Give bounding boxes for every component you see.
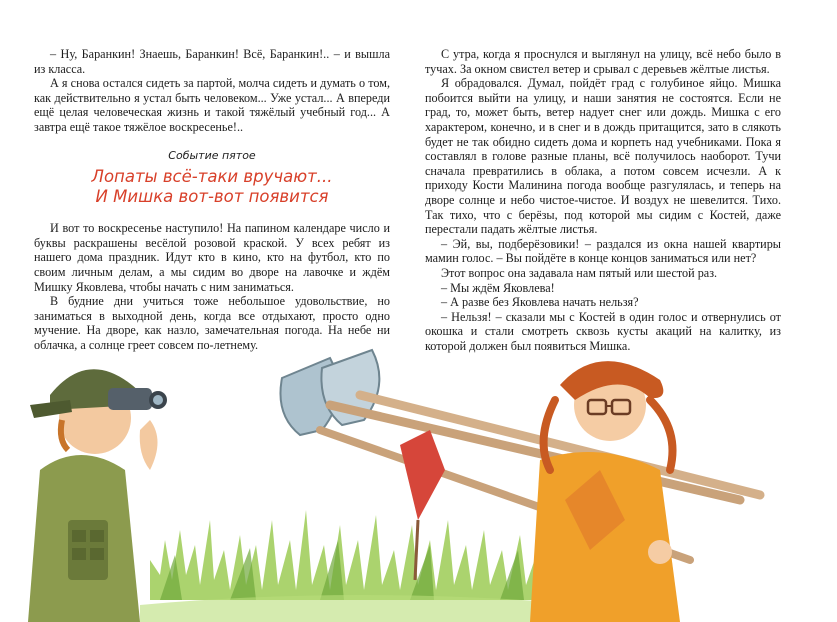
paragraph: – А разве без Яковлева начать нельзя? [441,295,639,310]
paragraph: С утра, когда я проснулся и выглянул на улицу, всё небо было в тучах. За окном свистел ветер и срывал с деревьев жёлтые листья. [425,47,781,76]
chapter-label: Событие пятое [168,148,256,162]
binoculars-icon [108,388,167,410]
chapter-title-line: Лопаты всё-таки вручают... [91,167,333,187]
paragraph: И вот то воскресенье наступило! На папином календаре число и буквы раскрашены весёлой розовой краской. У всех ребят из нашего дома праздник. Идут кто в кино, кто на футбол, кто по своим личным делам, а мы сидим во дворе на лавочке и ждём Мишку Яковлева, чтобы начать с ним заниматься. [34,221,390,294]
paragraph: – Мы ждём Яковлева! [441,280,555,295]
paragraph: Этот вопрос она задавала нам пятый или шестой раз. [441,265,718,280]
left-page-text [34,47,390,353]
paragraph: А я снова остался сидеть за партой, молча сидеть и думать о том, как действительно я устал быть человеком... Уже устал... А впереди ещё целая человеческая жизнь и такой тяжёлый учебный год... А завтра ещё такое тяжёлое воскресенье!.. [34,76,390,134]
illustration [0,340,837,622]
boy-figure [28,369,167,622]
paragraph: Я обрадовался. Думал, пойдёт град с голубиное яйцо. Мишка побоится выйти на улицу, и наши занятия не состоятся. Если не град, то, может быть, ветер надует снег или дождь. Мишка с его характером, конечно, и в снег и в дождь притащится, зато в слякоть будет не так обидно сидеть дома и корпеть над учебниками. Пока я составлял в голове разные планы, всё получилось наоборот. Тучи сначала превратились в облака, а потом совсем исчезли. А к приходу Кости Малинина погода вообще разгулялась, и теперь на дворе солнце и небо чистое-чистое. И воздух не шевелится. Тихо. Так тихо, что с берёзы, под которой мы сидим с Костей, даже перестали падать жёлтые листья. [425,76,781,237]
paragraph: В будние дни учиться тоже небольшое удовольствие, но заниматься в выходной день, когда все отдыхают, просто одно мучение. На дворе, как назло, замечательная погода. На небе ни облачка, а солнце греет совсем по-летнему. [34,294,390,352]
right-page-text [425,47,781,353]
chapter-title [34,167,390,207]
chapter-title-line: И Мишка вот-вот появится [95,187,329,207]
paragraph: – Ну, Баранкин! Знаешь, Баранкин! Всё, Баранкин!.. – и вышла из класса. [34,47,390,76]
girl-figure [530,361,680,622]
paragraph: – Нельзя! – сказали мы с Костей в один голос и отвернулись от окошка и стали смотреть сквозь кусты акаций на калитку, из которой должен был появиться Мишка. [425,309,781,353]
grass [140,510,590,622]
paragraph: – Эй, вы, подберёзовики! – раздался из окна нашей квартиры мамин голос. – Вы пойдёте в конце концов заниматься или нет? [425,236,781,266]
